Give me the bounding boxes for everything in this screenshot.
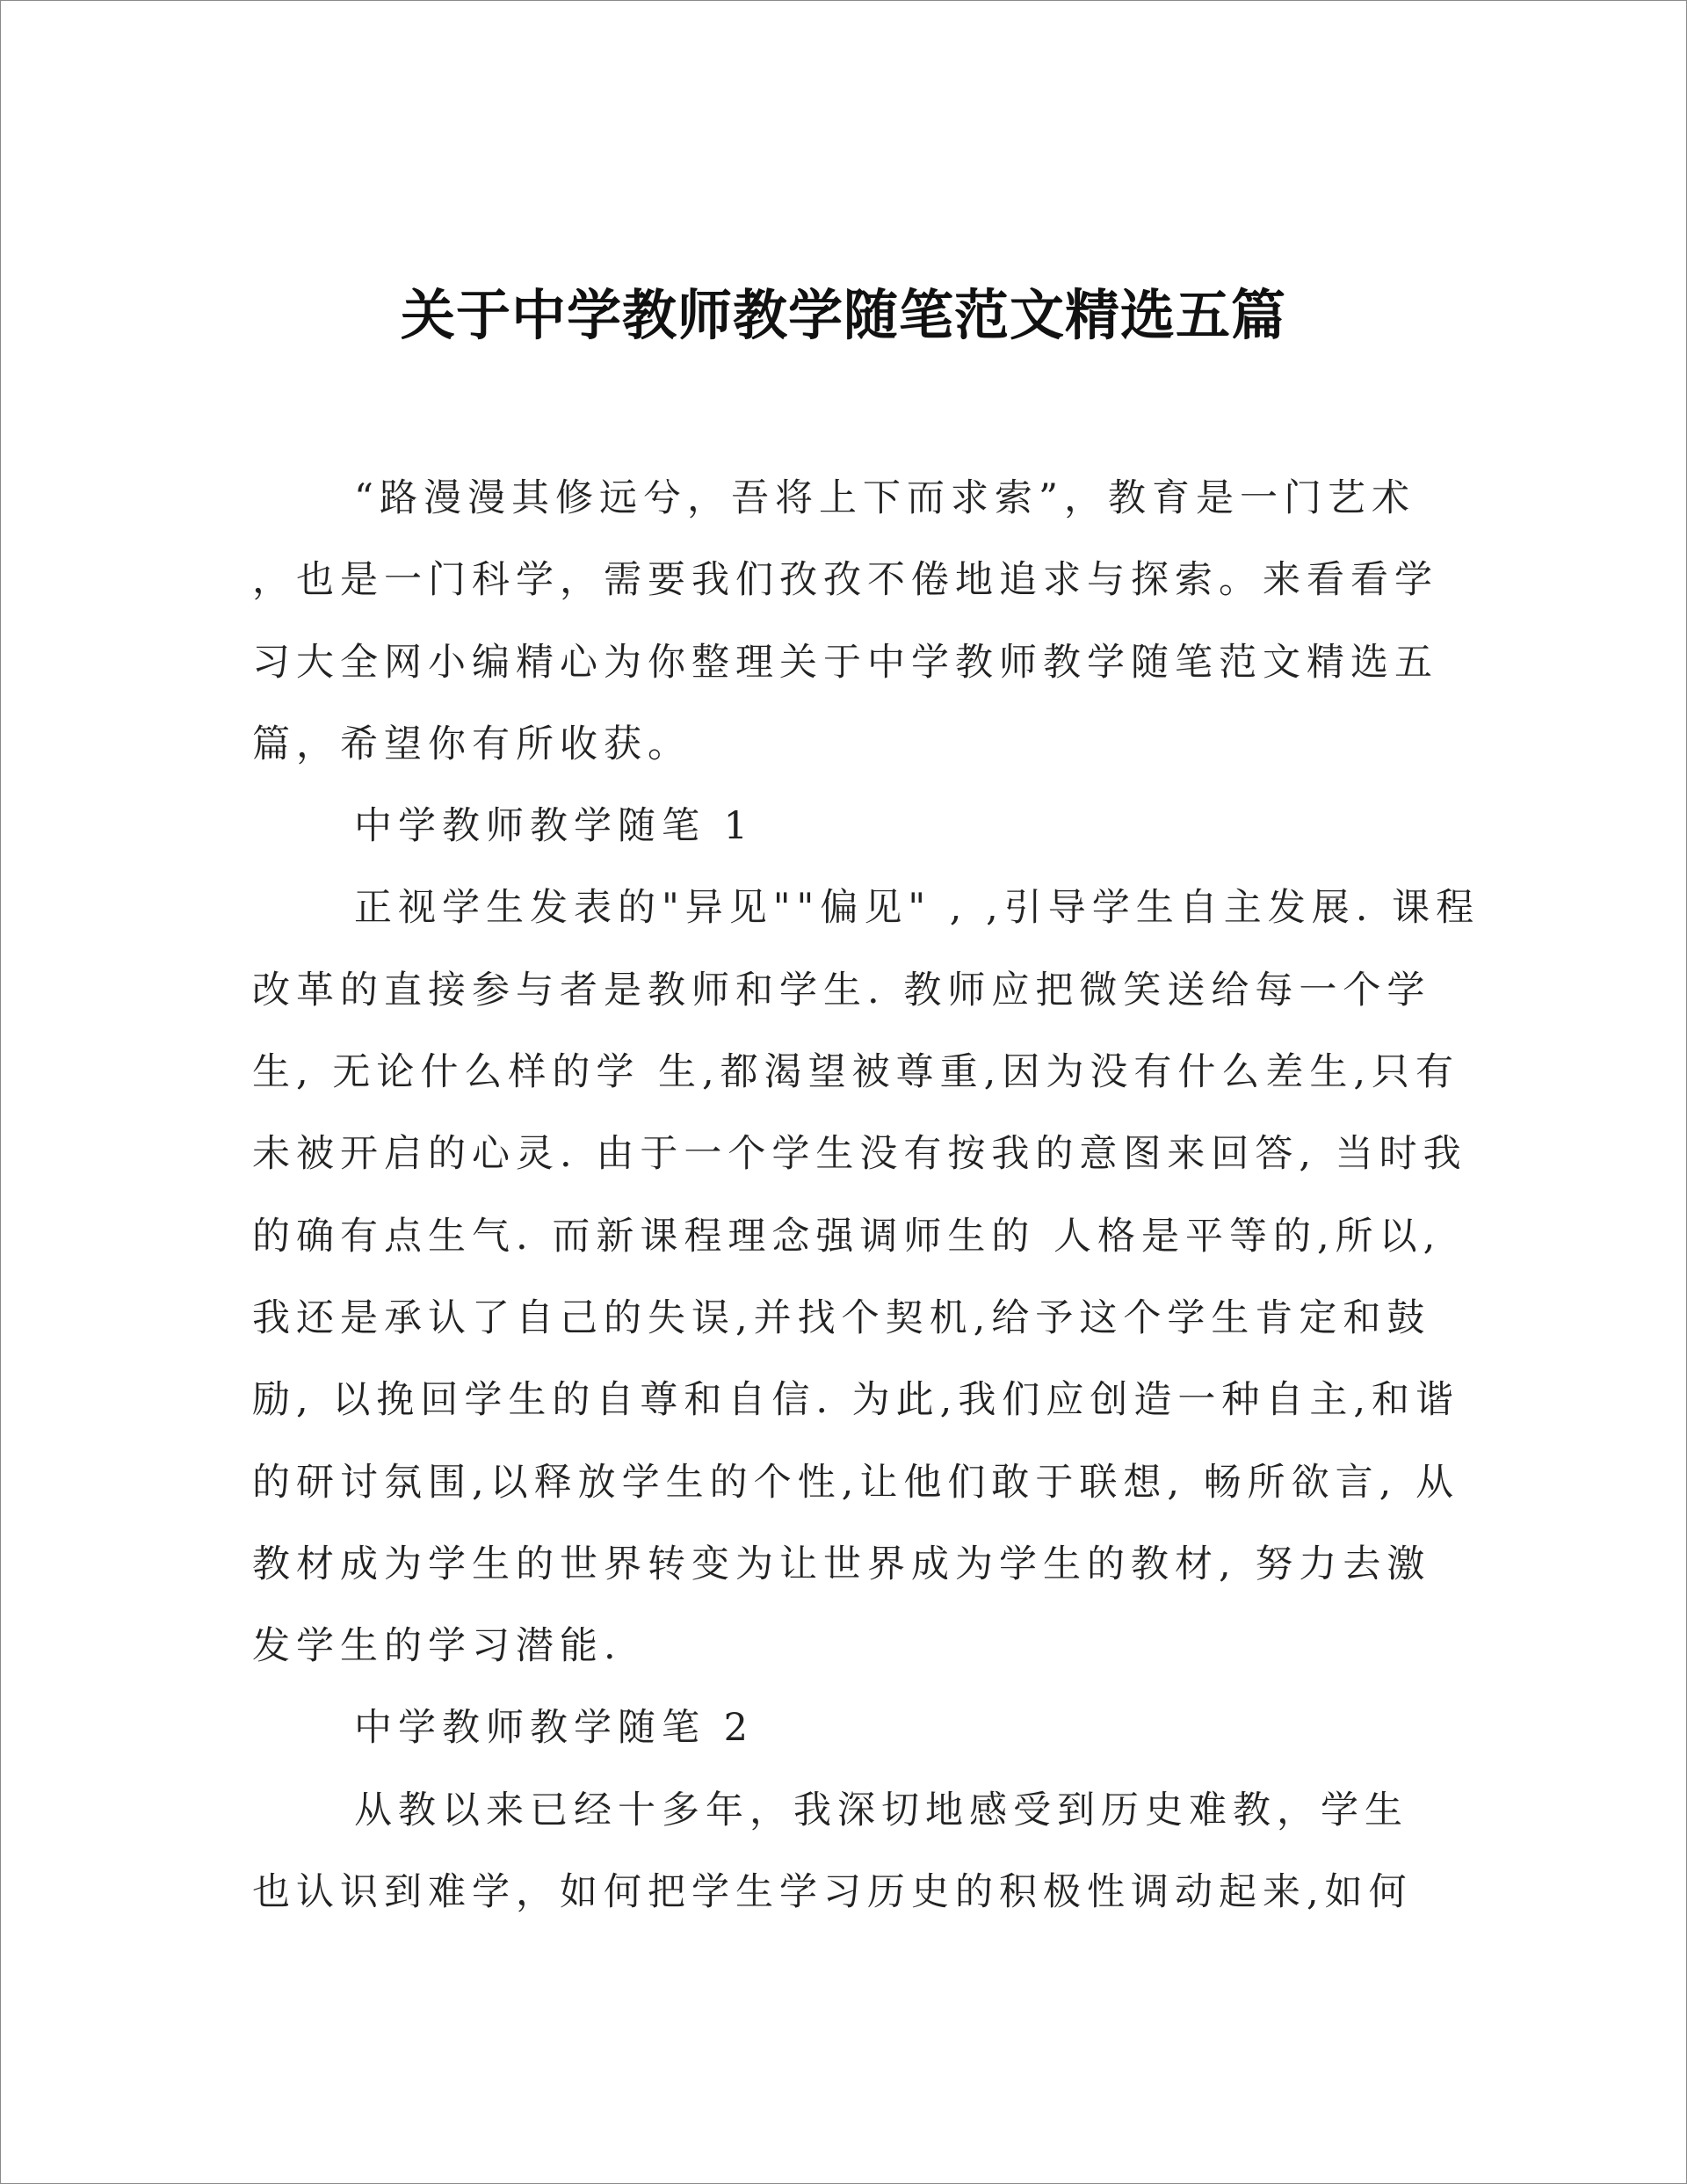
paragraph-line: 励, 以挽回学生的自尊和自信. 为此,我们应创造一种自主,和谐 bbox=[252, 1378, 1460, 1423]
paragraph-line: 未被开启的心灵. 由于一个学生没有按我的意图来回答, 当时我 bbox=[252, 1132, 1467, 1177]
paragraph-line: 正视学生发表的"异见""偏见" , ,引导学生自主发展. 课程 bbox=[354, 886, 1481, 931]
paragraph-line: 也认识到难学，如何把学生学习历史的积极性调动起来,如何 bbox=[252, 1870, 1413, 1915]
section-heading: 中学教师教学随笔 1 bbox=[354, 804, 755, 849]
paragraph-line: 篇，希望你有所收获。 bbox=[252, 722, 691, 766]
paragraph-line: ，也是一门科学，需要我们孜孜不倦地追求与探索。来看看学 bbox=[252, 558, 1438, 603]
paragraph-line: 习大全网小编精心为你整理关于中学教师教学随笔范文精选五 bbox=[252, 640, 1438, 685]
paragraph-line: 从教以来已经十多年，我深切地感受到历史难教，学生 bbox=[354, 1788, 1408, 1832]
paragraph-line: 的确有点生气. 而新课程理念强调师生的 人格是平等的,所以, bbox=[252, 1214, 1442, 1259]
paragraph-line: 改革的直接参与者是教师和学生. 教师应把微笑送给每一个学 bbox=[252, 968, 1431, 1012]
document-body bbox=[252, 458, 1481, 1934]
paragraph-line: 的研讨氛围,以释放学生的个性,让他们敢于联想, 畅所欲言, 从 bbox=[252, 1460, 1460, 1505]
paragraph-line: “路漫漫其修远兮，吾将上下而求索”，教育是一门艺术 bbox=[354, 476, 1415, 520]
paragraph-line: 教材成为学生的世界转变为让世界成为学生的教材, 努力去激 bbox=[252, 1542, 1431, 1586]
paragraph-line: 生, 无论什么样的学 生,都渴望被尊重,因为没有什么差生,只有 bbox=[252, 1050, 1460, 1095]
section-heading: 中学教师教学随笔 2 bbox=[354, 1706, 755, 1751]
paragraph-line: 发学生的学习潜能. bbox=[252, 1624, 622, 1669]
paragraph-line: 我还是承认了自己的失误,并找个契机,给予这个学生肯定和鼓 bbox=[252, 1295, 1431, 1340]
document-title: 关于中学教师教学随笔范文精选五篇 bbox=[400, 283, 1286, 347]
